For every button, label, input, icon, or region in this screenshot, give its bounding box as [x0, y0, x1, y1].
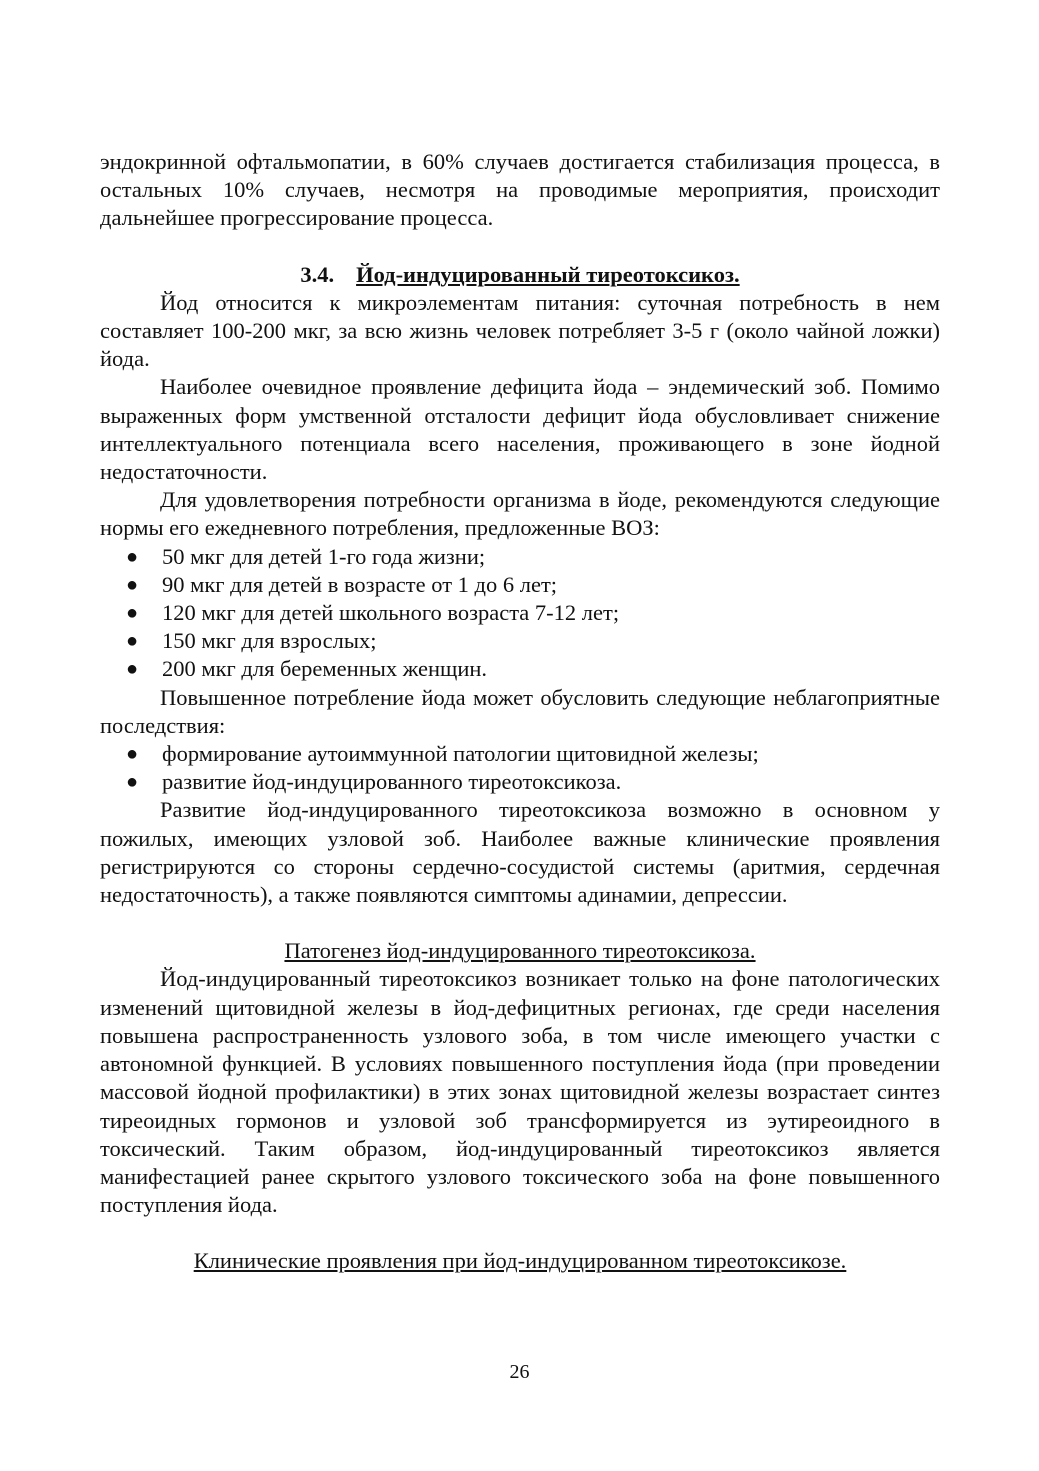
paragraph-development: Развитие йод-индуцированного тиреотоксикоза возможно в основном у пожилых, имеющих узловой зоб. Наиболее важные клинические проявления регистрируются со стороны сердечно-сосудистой системы (аритмия, сердечная недостаточность), а также появляются симптомы адинамии, депрессии. — [100, 797, 940, 908]
paragraph-pathogenesis: Йод-индуцированный тиреотоксикоз возникает только на фоне патологических изменений щитовидной железы в йод-дефицитных регионах, где среди населения повышена распространенность узлового зоба, в том числе имеющего участки с автономной функцией. В условиях повышенного поступления йода (при проведении массовой йодной профилактики) в этих зонах щитовидной железы возрастает синтез тиреоидных гормонов и узловой зоб трансформируется из эутиреоидного в токсический. Таким образом, йод-индуцированный тиреотоксикоз является манифестацией ранее скрытого узлового токсического зоба на фоне повышенного поступления йода. — [100, 966, 940, 1218]
subheading-clinical: Клинические проявления при йод-индуцированном тиреотоксикозе. — [193, 1248, 847, 1274]
bullet-dot-icon: ● — [126, 630, 139, 653]
paragraph-excess-intro: Повышенное потребление йода может обусловить следующие неблагоприятные последствия: — [100, 684, 940, 738]
paragraph-norms-intro: Для удовлетворения потребности организма в йоде, рекомендуются следующие нормы его ежедневного потребления, предложенные ВОЗ: — [100, 487, 940, 541]
paragraph-iodine-need: Йод относится к микроэлементам питания: суточная потребность в нем составляет 100-200 мкг, за всю жизнь человек потребляет 3-5 г (около чайной ложки) йода. — [100, 289, 940, 372]
section-number: 3.4. — [300, 261, 335, 287]
list-item: ● 90 мкг для детей в возрасте от 1 до 6 лет; — [100, 571, 940, 599]
list-item: ● 200 мкг для беременных женщин. — [100, 655, 940, 683]
page-number: 26 — [509, 1361, 530, 1383]
bullet-dot-icon: ● — [126, 545, 139, 568]
bullet-dot-icon: ● — [126, 602, 139, 625]
section-title: Йод-индуцированный тиреотоксикоз. — [356, 261, 740, 287]
paragraph-deficiency: Наиболее очевидное проявление дефицита йода – эндемический зоб. Помимо выраженных форм умственной отсталости дефицит йода обусловливает снижение интеллектуального потенциала всего населения, проживающего в зоне йодной недостаточности. — [100, 374, 940, 485]
norms-list — [100, 543, 940, 684]
document-page — [100, 148, 940, 1276]
list-item: ● 50 мкг для детей 1-го года жизни; — [100, 543, 940, 571]
section-heading — [100, 261, 940, 289]
bullet-dot-icon: ● — [126, 658, 139, 681]
list-item: ● 150 мкг для взрослых; — [100, 627, 940, 655]
list-item: ● 120 мкг для детей школьного возраста 7-12 лет; — [100, 599, 940, 627]
excess-list — [100, 740, 940, 796]
list-item: ● развитие йод-индуцированного тиреотоксикоза. — [100, 768, 940, 796]
list-item: ● формирование аутоиммунной патологии щитовидной железы; — [100, 740, 940, 768]
paragraph-continuation: эндокринной офтальмопатии, в 60% случаев достигается стабилизация процесса, в остальных 10% случаев, несмотря на проводимые мероприятия, происходит дальнейшее прогрессирование процесса. — [100, 149, 940, 231]
bullet-dot-icon: ● — [126, 743, 139, 766]
bullet-dot-icon: ● — [126, 573, 139, 596]
bullet-dot-icon: ● — [126, 771, 139, 794]
subheading-pathogenesis: Патогенез йод-индуцированного тиреотоксикоза. — [284, 938, 756, 964]
